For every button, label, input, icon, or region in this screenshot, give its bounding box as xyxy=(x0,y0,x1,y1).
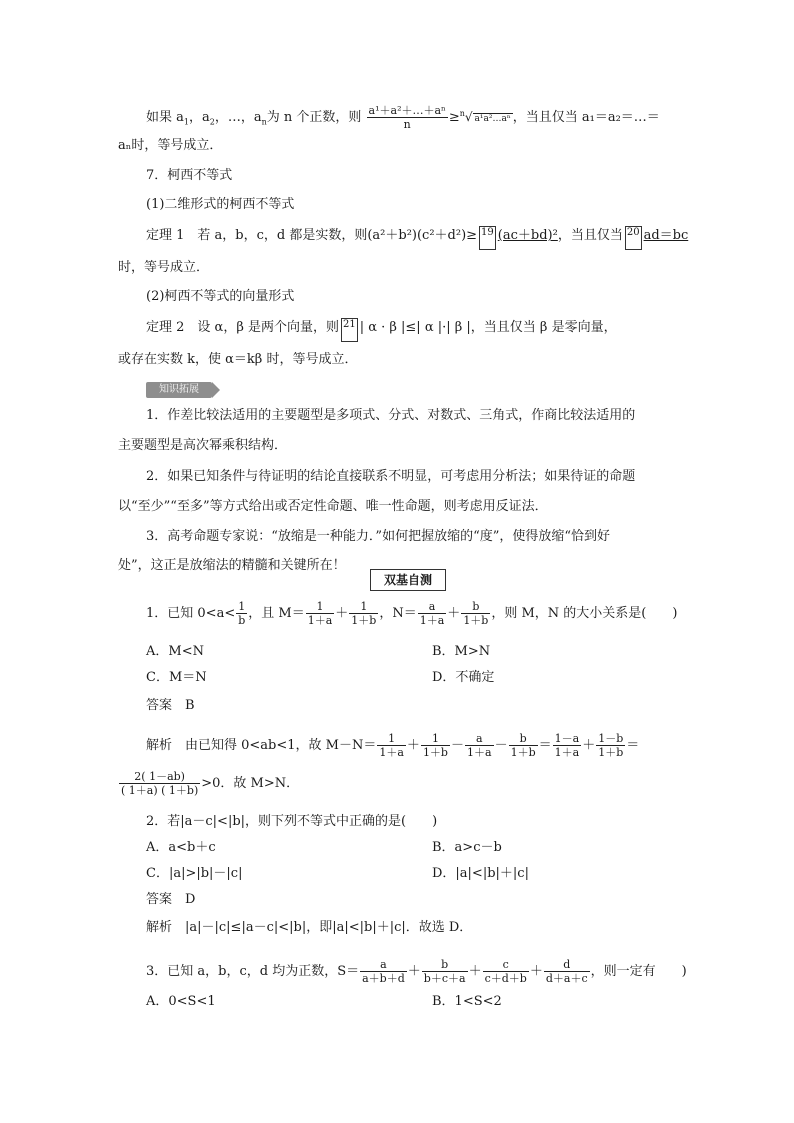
text: 3．已知 a，b，c，d 均为正数，S＝ xyxy=(146,964,360,979)
answer-text: (ac＋bd)² xyxy=(497,228,558,243)
amgm-line: 如果 $a_1$，$a_2$，…，$a_n$为 n 个正数，则 $\frac{\text{a¹＋a²＋…＋aⁿ}}{n}$ ≥$^n$√ a¹a²…aⁿ ，当且仅当 a₁＝a₂＝…＝ xyxy=(146,104,660,131)
knowledge-extension-tag: 知识拓展 xyxy=(146,382,212,398)
text: 时，等号成立． xyxy=(118,260,210,275)
fraction: $\frac{1}{b}$ xyxy=(238,600,246,627)
text: ，且 M＝ xyxy=(248,606,305,621)
text-line xyxy=(118,556,346,576)
solution-1: 解析 由已知得 0<ab<1，故 M－N＝ $\frac{1}{1+a}$ ＋ $\frac{1}{1+b}$ － $\frac{a}{1+a}$ － $\frac{b}{1+b}$ ＝ $\frac{1-a}{1+a}$ ＋ $\frac{1-b}{1+b}$ ＝ xyxy=(146,732,640,759)
text: 处”，这正是放缩法的精髓和关键所在！ xyxy=(118,558,346,573)
text-line xyxy=(118,436,287,456)
text-line xyxy=(146,467,635,487)
option-d: D．|a|<|b|＋|c| xyxy=(432,866,529,881)
option-b: B．1<S<2 xyxy=(432,994,502,1009)
text: 3．高考命题专家说：“放缩是一种能力．”如何把握放缩的“度”，使得放缩“恰到好 xyxy=(146,529,611,544)
fraction: $\frac{1}{1+b}$ xyxy=(351,600,377,627)
fraction: $\frac{b}{b+c+a}$ xyxy=(423,958,466,985)
fraction: $\frac{a}{1+a}$ xyxy=(467,732,492,759)
fraction: $\frac{1-a}{1+a}$ xyxy=(554,732,580,759)
text: ，当且仅当 a₁＝a₂＝…＝ xyxy=(512,110,660,125)
text-line xyxy=(146,406,635,426)
text: ，当且仅当 xyxy=(557,228,623,243)
fraction: $\frac{b}{1+b}$ xyxy=(510,732,536,759)
theorem-1 xyxy=(146,226,688,250)
option-b: B．a>c－b xyxy=(432,840,502,855)
blank-box-20: 20 xyxy=(625,226,642,250)
text: (2)柯西不等式的向量形式 xyxy=(146,289,295,304)
option-c: C．M＝N xyxy=(146,670,207,685)
text-line xyxy=(146,527,610,547)
text: 定理 1 若 a，b，c，d 都是实数，则(a²＋b²)(c²＋d²)≥ xyxy=(146,228,478,243)
section-title: 双基自测 xyxy=(370,569,446,591)
fraction: $\frac{c}{c+d+b}$ xyxy=(484,958,527,985)
solution-2: 解析 |a|－|c|≤|a－c|<|b|，即|a|<|b|＋|c|．故选 D． xyxy=(146,920,473,935)
text: ，a xyxy=(188,110,210,125)
answer: 答案 B xyxy=(146,698,195,713)
theorem-2 xyxy=(146,318,617,342)
blank-box-21: 21 xyxy=(341,318,358,342)
text: 2．如果已知条件与待证明的结论直接联系不明显，可考虑用分析法；如果待证的命题 xyxy=(146,469,636,484)
text: 为 n 个正数，则 xyxy=(266,110,362,125)
text: | α · β |≤| α |·| β |，当且仅当 β 是零向量， xyxy=(359,320,617,335)
fraction: $\frac{1}{1+b}$ xyxy=(422,732,448,759)
fraction: $\frac{d}{d+a+c}$ xyxy=(545,958,588,985)
subheading xyxy=(146,287,294,307)
text-line xyxy=(118,258,209,278)
text: aₙ时，等号成立． xyxy=(118,138,223,153)
fraction: $\frac{2( 1-ab)}{( 1+a) ( 1+b)}$ xyxy=(121,770,199,797)
fraction: $\frac{1-b}{1+b}$ xyxy=(598,732,624,759)
text: 1．作差比较法适用的主要题型是多项式、分式、对数式、三角式，作商比较法适用的 xyxy=(146,408,636,423)
answer: 答案 D xyxy=(146,892,196,907)
fraction: $\frac{\text{a¹＋a²＋…＋aⁿ}}{n}$ xyxy=(368,104,446,131)
text: >0．故 M>N． xyxy=(201,776,300,791)
option-c: C．|a|>|b|－|c| xyxy=(146,866,243,881)
text: 或存在实数 k，使 α＝kβ 时，等号成立． xyxy=(118,352,358,367)
heading-cauchy xyxy=(146,166,232,186)
text: 如果 a xyxy=(146,110,184,125)
blank-box-19: 19 xyxy=(479,226,496,250)
nth-root: $^n$√ a¹a²…aⁿ xyxy=(459,109,511,124)
text-line xyxy=(118,136,222,156)
question-2: 2．若|a－c|<|b|，则下列不等式中正确的是( ) xyxy=(146,814,438,829)
option-d: D．不确定 xyxy=(432,670,495,685)
answer-text: ad＝bc xyxy=(643,228,689,243)
fraction: $\frac{1}{1+a}$ xyxy=(307,600,333,627)
option-b: B．M>N xyxy=(432,644,491,659)
question-3: 3．已知 a，b，c，d 均为正数，S＝ $\frac{a}{a+b+d}$ ＋ $\frac{b}{b+c+a}$ ＋ $\frac{c}{c+d+b}$ ＋ $\frac{d}{d+a+c}$ ，则一定有 ) xyxy=(146,958,687,985)
fraction: $\frac{a}{a+b+d}$ xyxy=(362,958,405,985)
ge-symbol: ≥ xyxy=(448,110,460,125)
fraction: $\frac{a}{1+a}$ xyxy=(419,600,445,627)
fraction: $\frac{1}{1+a}$ xyxy=(379,732,404,759)
text: (1)二维形式的柯西不等式 xyxy=(146,197,295,212)
text: 定理 2 设 α，β 是两个向量，则 xyxy=(146,320,339,335)
text: 以“至少”“至多”等方式给出或否定性命题、唯一性命题，则考虑用反证法． xyxy=(118,499,548,514)
text-line xyxy=(118,497,548,517)
solution-1-cont xyxy=(118,770,299,797)
text: 主要题型是高次幂乘积结构． xyxy=(118,438,288,453)
text: 解析 由已知得 0<ab<1，故 M－N＝ xyxy=(146,738,377,753)
text: ，则一定有 ) xyxy=(590,964,687,979)
option-a: A．a<b＋c xyxy=(146,840,216,855)
question-1: 1．已知 0<a< $\frac{1}{b}$ ，且 M＝ $\frac{1}{1+a}$ ＋ $\frac{1}{1+b}$ ，N＝ $\frac{a}{1+a}$ ＋ $\frac{b}{1+b}$ ，则 M，N 的大小关系是( ) xyxy=(146,600,678,627)
text-line xyxy=(118,350,357,370)
fraction: $\frac{b}{1+b}$ xyxy=(463,600,489,627)
text: 7．柯西不等式 xyxy=(146,168,233,183)
option-a: A．0<S<1 xyxy=(146,994,216,1009)
text: 1．已知 0<a< xyxy=(146,606,236,621)
option-a: A．M<N xyxy=(146,644,204,659)
subheading xyxy=(146,195,294,215)
text: ，…，a xyxy=(214,110,262,125)
text: ，则 M，N 的大小关系是( ) xyxy=(491,606,678,621)
text: ，N＝ xyxy=(379,606,417,621)
